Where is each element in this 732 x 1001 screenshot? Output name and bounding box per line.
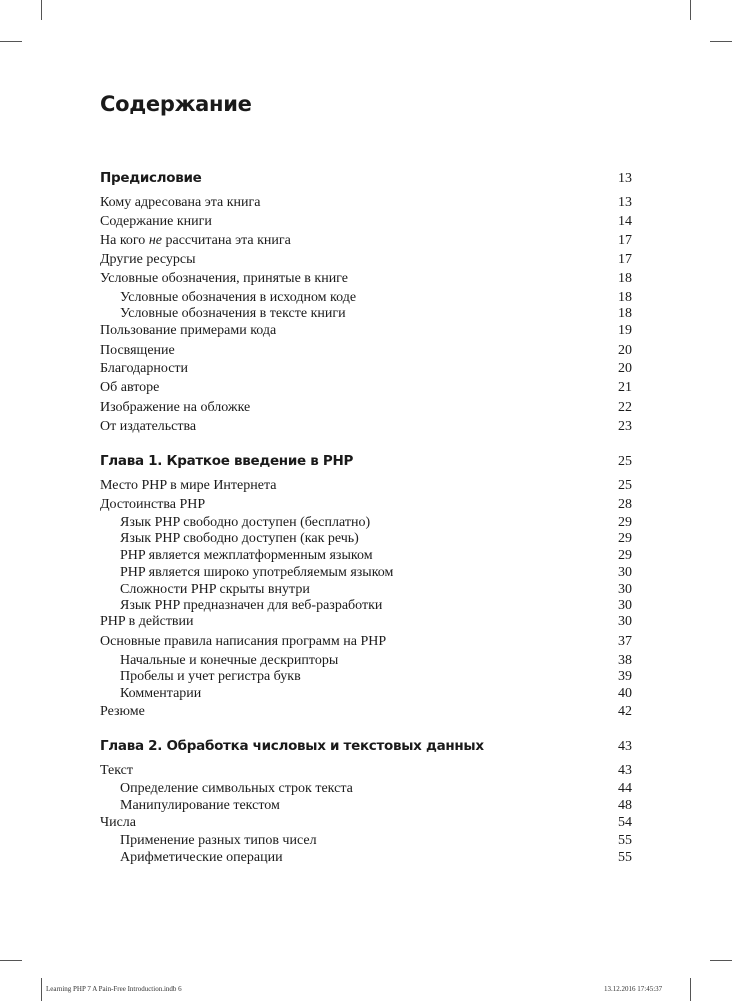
toc-subsection xyxy=(100,515,632,531)
toc-entry-title: Изображение на обложке xyxy=(100,400,251,415)
toc-page-number: 54 xyxy=(618,815,632,830)
toc-page-number: 30 xyxy=(618,598,632,613)
toc-entry-title: Комментарии xyxy=(120,686,202,701)
toc-entry-title: Применение разных типов чисел xyxy=(120,833,317,848)
toc-page-number: 18 xyxy=(618,306,632,321)
toc-page-number: 14 xyxy=(618,214,632,229)
footer-date: 13.12.2016 17:45:37 xyxy=(604,985,663,993)
toc-entry-title: Глава 2. Обработка числовых и текстовых данных xyxy=(100,738,484,754)
toc-entry-title: Манипулирование текстом xyxy=(120,798,280,813)
toc-entry-title: Начальные и конечные дескрипторы xyxy=(120,653,339,668)
toc-page-number: 29 xyxy=(618,548,632,563)
toc-section xyxy=(100,614,632,630)
toc-entry-title: PHP в действии xyxy=(100,614,194,629)
table-of-contents xyxy=(100,0,632,1001)
toc-section xyxy=(100,634,632,650)
toc-page-number: 22 xyxy=(618,400,632,415)
toc-entry-title: PHP является межплатформенным языком xyxy=(120,548,373,563)
toc-subsection xyxy=(100,290,632,306)
crop-mark xyxy=(0,960,22,961)
toc-page-number: 25 xyxy=(618,454,632,469)
toc-entry-title: Предисловие xyxy=(100,170,202,186)
footer-file: Learning PHP 7 A Pain-Free Introduction.indb 6 xyxy=(46,985,182,993)
toc-page-number: 55 xyxy=(618,850,632,865)
toc-section xyxy=(100,252,632,268)
toc-subsection xyxy=(100,531,632,547)
toc-page-number: 13 xyxy=(618,171,632,186)
toc-entry-title xyxy=(100,233,291,249)
toc-section xyxy=(100,497,632,513)
toc-chapter xyxy=(100,453,632,470)
toc-page-number: 28 xyxy=(618,497,632,512)
toc-entry-title: Язык PHP свободно доступен (бесплатно) xyxy=(120,515,371,530)
toc-section xyxy=(100,361,632,377)
toc-section xyxy=(100,271,632,287)
toc-page-number: 43 xyxy=(618,763,632,778)
toc-chapter xyxy=(100,738,632,755)
toc-page-number: 20 xyxy=(618,343,632,358)
toc-section xyxy=(100,419,632,435)
toc-entry-title-emphasis: не xyxy=(148,233,162,248)
toc-page-number: 18 xyxy=(618,290,632,305)
toc-entry-title: Определение символьных строк текста xyxy=(120,781,353,796)
toc-entry-title: Основные правила написания программ на PHP xyxy=(100,634,387,649)
toc-entry-title: Об авторе xyxy=(100,380,160,395)
toc-page-number: 20 xyxy=(618,361,632,376)
toc-subsection xyxy=(100,781,632,797)
toc-entry-title-part: На кого xyxy=(100,233,149,248)
toc-page-number: 37 xyxy=(618,634,632,649)
toc-section xyxy=(100,478,632,494)
toc-subsection xyxy=(100,653,632,669)
toc-section xyxy=(100,323,632,339)
toc-entry-title: Пробелы и учет регистра букв xyxy=(120,669,301,684)
crop-mark xyxy=(690,978,691,1001)
toc-page-number: 43 xyxy=(618,739,632,754)
toc-page-number: 44 xyxy=(618,781,632,796)
toc-page-number: 29 xyxy=(618,531,632,546)
toc-section xyxy=(100,704,632,720)
toc-page-number: 25 xyxy=(618,478,632,493)
crop-mark xyxy=(41,978,42,1001)
toc-subsection xyxy=(100,798,632,814)
toc-entry-title: Язык PHP свободно доступен (как речь) xyxy=(120,531,359,546)
toc-page-number: 40 xyxy=(618,686,632,701)
toc-entry-title: Арифметические операции xyxy=(120,850,283,865)
toc-section xyxy=(100,400,632,416)
toc-subsection xyxy=(100,565,632,581)
toc-section xyxy=(100,233,632,249)
toc-page-number: 17 xyxy=(618,233,632,248)
toc-subsection xyxy=(100,686,632,702)
toc-subsection xyxy=(100,669,632,685)
crop-mark xyxy=(710,960,732,961)
toc-section xyxy=(100,763,632,779)
toc-entry-title: Условные обозначения, принятые в книге xyxy=(100,271,348,286)
toc-entry-title: От издательства xyxy=(100,419,197,434)
toc-entry-title: Другие ресурсы xyxy=(100,252,196,267)
toc-entry-title: Условные обозначения в тексте книги xyxy=(120,306,346,321)
toc-page-number: 42 xyxy=(618,704,632,719)
toc-page-number: 30 xyxy=(618,582,632,597)
toc-subsection xyxy=(100,306,632,322)
toc-page-number: 39 xyxy=(618,669,632,684)
toc-entry-title: Благодарности xyxy=(100,361,189,376)
toc-chapter xyxy=(100,170,632,187)
toc-section xyxy=(100,380,632,396)
toc-subsection xyxy=(100,833,632,849)
crop-mark xyxy=(690,0,691,20)
toc-entry-title: Пользование примерами кода xyxy=(100,323,277,338)
toc-subsection xyxy=(100,850,632,866)
toc-page-number: 30 xyxy=(618,614,632,629)
toc-entry-title-part: рассчитана эта книга xyxy=(161,233,291,248)
toc-subsection xyxy=(100,582,632,598)
toc-subsection xyxy=(100,598,632,614)
toc-page-number: 19 xyxy=(618,323,632,338)
toc-entry-title: Язык PHP предназначен для веб-разработки xyxy=(120,598,383,613)
toc-entry-title: Содержание книги xyxy=(100,214,212,229)
toc-entry-title: Сложности PHP скрыты внутри xyxy=(120,582,310,597)
toc-section xyxy=(100,343,632,359)
toc-page-number: 55 xyxy=(618,833,632,848)
page-title: Содержание xyxy=(100,92,252,116)
toc-entry-title: Текст xyxy=(100,763,134,778)
toc-entry-title: Условные обозначения в исходном коде xyxy=(120,290,357,305)
toc-page-number: 23 xyxy=(618,419,632,434)
toc-entry-title: Посвящение xyxy=(100,343,175,358)
toc-page-number: 18 xyxy=(618,271,632,286)
toc-entry-title: PHP является широко употребляемым языком xyxy=(120,565,394,580)
toc-page-number: 38 xyxy=(618,653,632,668)
toc-entry-title: Глава 1. Краткое введение в PHP xyxy=(100,453,354,469)
toc-subsection xyxy=(100,548,632,564)
crop-mark xyxy=(0,41,22,42)
toc-entry-title: Кому адресована эта книга xyxy=(100,195,261,210)
toc-entry-title: Резюме xyxy=(100,704,145,719)
toc-page-number: 21 xyxy=(618,380,632,395)
toc-section xyxy=(100,214,632,230)
toc-section xyxy=(100,195,632,211)
toc-section xyxy=(100,815,632,831)
toc-page-number: 17 xyxy=(618,252,632,267)
toc-page-number: 48 xyxy=(618,798,632,813)
toc-entry-title: Место PHP в мире Интернета xyxy=(100,478,277,493)
toc-page-number: 29 xyxy=(618,515,632,530)
toc-entry-title: Числа xyxy=(100,815,137,830)
crop-mark xyxy=(41,0,42,20)
toc-page-number: 30 xyxy=(618,565,632,580)
toc-page-number: 13 xyxy=(618,195,632,210)
crop-mark xyxy=(710,41,732,42)
toc-entry-title: Достоинства PHP xyxy=(100,497,206,512)
